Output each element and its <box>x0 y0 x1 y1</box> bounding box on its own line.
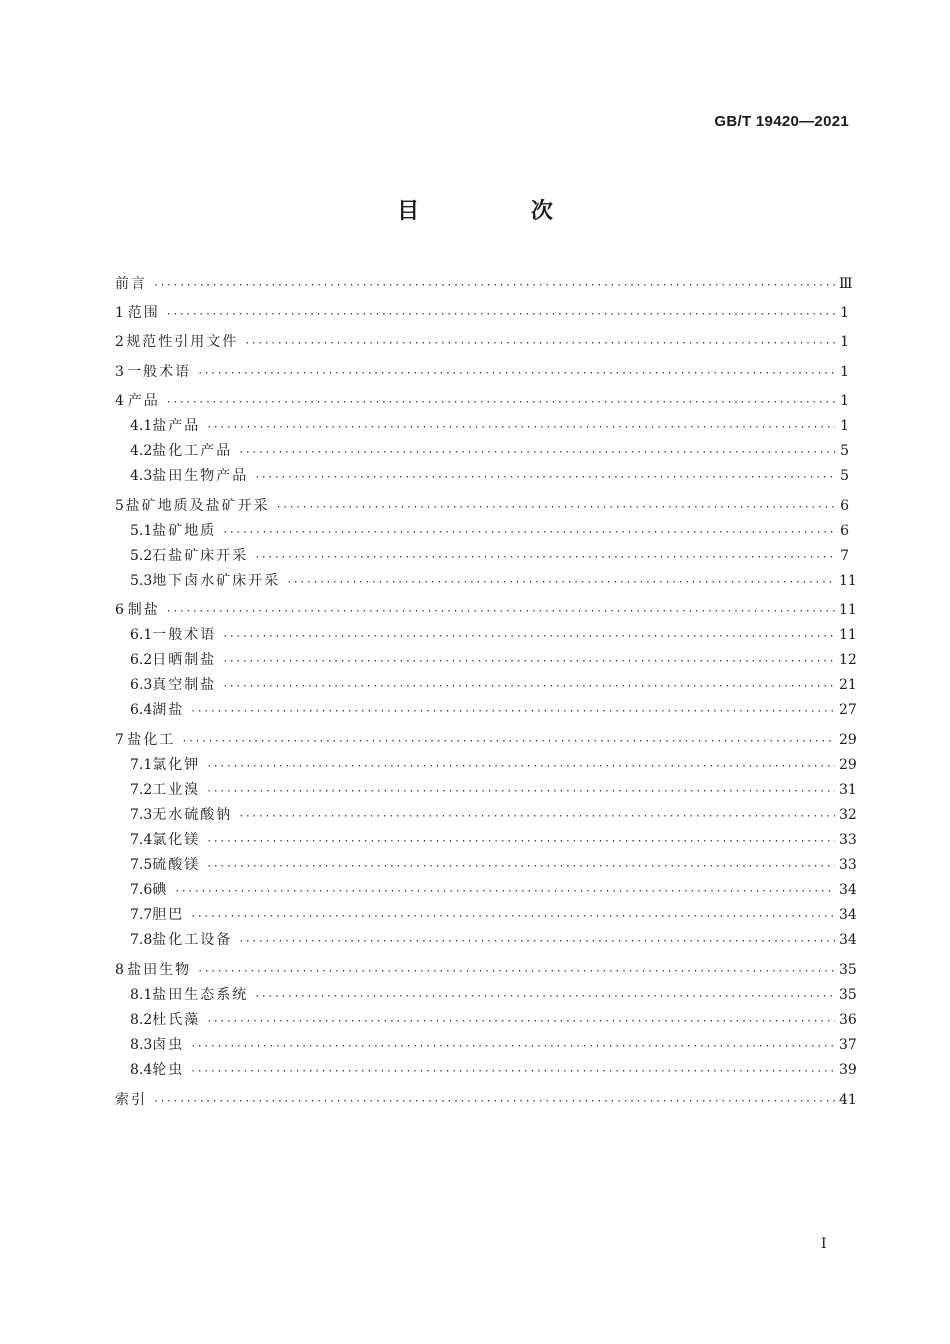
toc-leader-dots <box>222 627 835 647</box>
toc-entry[interactable] <box>115 496 849 516</box>
toc-entry-number: 6.3 <box>130 677 153 693</box>
toc-leader-dots <box>206 832 835 852</box>
toc-entry-title: 胆巴 <box>152 907 185 923</box>
toc-leader-dots <box>222 677 835 697</box>
toc-entry-page: 35 <box>839 962 857 978</box>
toc-entry[interactable] <box>130 880 857 900</box>
toc-entry-title: 盐田生物产品 <box>152 468 249 484</box>
toc-entry-number: 7.5 <box>130 857 153 873</box>
toc-entry-number: 4 <box>115 393 124 409</box>
toc-leader-dots <box>238 443 835 463</box>
toc-entry-page: 34 <box>839 907 857 923</box>
toc-entry-number: 8.4 <box>130 1062 153 1078</box>
toc-entry-number: 7.4 <box>130 832 153 848</box>
toc-entry[interactable] <box>130 1035 857 1055</box>
toc-entry-number: 1 <box>115 305 124 321</box>
toc-leader-dots <box>206 757 835 777</box>
toc-entry-title: 真空制盐 <box>152 677 217 693</box>
toc-leader-dots <box>166 305 835 325</box>
toc-leader-dots <box>206 782 835 802</box>
toc-entry[interactable] <box>130 985 857 1005</box>
toc-entry[interactable] <box>115 332 849 352</box>
toc-entry-page: 1 <box>840 305 849 321</box>
toc-entry[interactable] <box>130 521 849 541</box>
toc-entry[interactable] <box>130 755 857 775</box>
toc-entry[interactable] <box>130 1010 857 1030</box>
toc-entry-title: 地下卤水矿床开采 <box>152 573 281 589</box>
toc-leader-dots <box>153 1092 835 1112</box>
toc-entry-page: 1 <box>840 393 849 409</box>
toc-entry-title: 盐矿地质及盐矿开采 <box>125 498 270 514</box>
toc-leader-dots <box>286 573 835 593</box>
toc-entry-page: 1 <box>840 364 849 380</box>
page-number: Ⅰ <box>821 1236 827 1252</box>
toc-entry-title: 盐化工产品 <box>152 443 233 459</box>
toc-entry-page: 7 <box>840 548 849 564</box>
toc-leader-dots <box>222 523 835 543</box>
toc-entry-number: 2 <box>115 334 124 350</box>
toc-entry-number: 8.3 <box>130 1037 153 1053</box>
toc-entry-page: 34 <box>839 882 857 898</box>
toc-entry-page: Ⅲ <box>839 276 853 292</box>
toc-entry-page: 33 <box>839 832 857 848</box>
toc-entry-page: 11 <box>839 602 857 618</box>
toc-leader-dots <box>153 276 835 296</box>
toc-leader-dots <box>238 932 835 952</box>
toc-entry-page: 1 <box>840 418 849 434</box>
toc-entry[interactable] <box>130 675 857 695</box>
toc-entry[interactable] <box>115 600 857 620</box>
toc-entry[interactable] <box>130 650 857 670</box>
toc-entry[interactable] <box>130 830 857 850</box>
toc-entry-page: 5 <box>840 468 849 484</box>
toc-entry-number: 7.7 <box>130 907 153 923</box>
toc-entry-number: 3 <box>115 364 124 380</box>
toc-entry-page: 11 <box>839 573 857 589</box>
toc-leader-dots <box>166 393 835 413</box>
toc-leader-dots <box>197 962 835 982</box>
toc-leader-dots <box>166 602 835 622</box>
toc-entry-page: 35 <box>839 987 857 1003</box>
toc-entry-number: 4.3 <box>130 468 153 484</box>
toc-leader-dots <box>181 732 835 752</box>
toc-entry-number: 8 <box>115 962 124 978</box>
toc-leader-dots <box>206 1012 835 1032</box>
toc-entry[interactable] <box>130 441 849 461</box>
toc-entry[interactable] <box>130 905 857 925</box>
toc-entry-title: 制盐 <box>127 602 160 618</box>
toc-entry-page: 6 <box>840 523 849 539</box>
toc-entry-title: 前言 <box>115 276 147 292</box>
toc-entry[interactable] <box>130 930 857 950</box>
toc-entry[interactable] <box>115 960 857 980</box>
toc-entry-number: 5.3 <box>130 573 153 589</box>
toc-leader-dots <box>238 807 835 827</box>
toc-entry-title: 盐化工设备 <box>152 932 233 948</box>
toc-entry-page: 29 <box>839 732 857 748</box>
toc-entry[interactable] <box>115 391 849 411</box>
toc-entry-page: 37 <box>839 1037 857 1053</box>
toc-entry-number: 8.1 <box>130 987 153 1003</box>
toc-entry-page: 31 <box>839 782 857 798</box>
toc-entry-page: 12 <box>839 652 857 668</box>
toc-entry[interactable] <box>130 571 857 591</box>
toc-entry[interactable] <box>130 855 857 875</box>
toc-leader-dots <box>174 882 835 902</box>
toc-entry-number: 6.2 <box>130 652 153 668</box>
toc-entry-title: 工业溴 <box>152 782 201 798</box>
toc-entry-title: 氯化钾 <box>152 757 201 773</box>
toc-entry-page: 11 <box>839 627 857 643</box>
toc-entry-title: 索引 <box>115 1092 147 1108</box>
toc-leader-dots <box>206 418 835 438</box>
toc-leader-dots <box>254 987 835 1007</box>
toc-entry-title: 轮虫 <box>152 1062 185 1078</box>
page-title: 目 次 <box>397 199 605 224</box>
toc-leader-dots <box>190 702 835 722</box>
toc-entry[interactable] <box>130 546 849 566</box>
toc-entry-title: 盐田生物 <box>127 962 192 978</box>
toc-entry-title: 无水硫酸钠 <box>152 807 233 823</box>
toc-entry-title: 范围 <box>127 305 160 321</box>
toc-leader-dots <box>206 857 835 877</box>
toc-entry-number: 7.6 <box>130 882 153 898</box>
toc-entry-title: 石盐矿床开采 <box>152 548 249 564</box>
toc-entry-title: 湖盐 <box>152 702 185 718</box>
standard-code: GB/T 19420—2021 <box>714 113 849 130</box>
toc-entry[interactable] <box>115 1090 857 1110</box>
toc-entry-page: 27 <box>839 702 857 718</box>
toc-entry-number: 7.8 <box>130 932 153 948</box>
toc-entry-title: 盐田生态系统 <box>152 987 249 1003</box>
toc-entry-page: 41 <box>839 1092 857 1108</box>
toc-entry-number: 5.2 <box>130 548 153 564</box>
toc-entry-title: 一般术语 <box>127 364 192 380</box>
toc-entry[interactable] <box>130 625 857 645</box>
toc-entry-page: 29 <box>839 757 857 773</box>
toc-entry-page: 21 <box>839 677 857 693</box>
toc-entry-page: 5 <box>840 443 849 459</box>
toc-entry[interactable] <box>130 700 857 720</box>
toc-entry[interactable] <box>130 466 849 486</box>
toc-leader-dots <box>254 468 835 488</box>
toc-entry-number: 7 <box>115 732 124 748</box>
toc-entry-page: 33 <box>839 857 857 873</box>
toc-entry[interactable] <box>130 416 849 436</box>
toc-entry-title: 产品 <box>127 393 160 409</box>
toc-entry[interactable] <box>115 274 853 294</box>
toc-entry-title: 卤虫 <box>152 1037 185 1053</box>
toc-entry-number: 7.3 <box>130 807 153 823</box>
toc-entry-title: 杜氏藻 <box>152 1012 201 1028</box>
toc-entry-number: 4.1 <box>130 418 153 434</box>
toc-entry[interactable] <box>130 780 857 800</box>
toc-entry-title: 氯化镁 <box>152 832 201 848</box>
toc-entry-title: 规范性引用文件 <box>126 334 239 350</box>
toc-entry-number: 6 <box>115 602 124 618</box>
toc-entry-number: 7.2 <box>130 782 153 798</box>
toc-entry-page: 39 <box>839 1062 857 1078</box>
toc-entry-page: 32 <box>839 807 857 823</box>
toc-entry[interactable] <box>130 805 857 825</box>
toc-entry-page: 6 <box>840 498 849 514</box>
toc-entry[interactable] <box>115 303 849 323</box>
toc-entry[interactable] <box>130 1060 857 1080</box>
toc-entry-title: 碘 <box>152 882 169 898</box>
toc-leader-dots <box>190 907 835 927</box>
toc-entry-page: 1 <box>840 334 849 350</box>
toc-entry-title: 一般术语 <box>152 627 217 643</box>
toc-entry-page: 34 <box>839 932 857 948</box>
toc-leader-dots <box>276 498 835 518</box>
toc-entry-number: 7.1 <box>130 757 153 773</box>
toc-leader-dots <box>190 1037 835 1057</box>
toc-entry-number: 5 <box>115 498 124 514</box>
toc-entry-title: 盐产品 <box>152 418 201 434</box>
toc-leader-dots <box>254 548 835 568</box>
toc-leader-dots <box>222 652 835 672</box>
toc-entry-number: 6.4 <box>130 702 153 718</box>
toc-entry-title: 日晒制盐 <box>152 652 217 668</box>
toc-entry-title: 盐化工 <box>127 732 176 748</box>
toc-entry-title: 盐矿地质 <box>152 523 217 539</box>
toc-entry[interactable] <box>115 362 849 382</box>
toc-leader-dots <box>197 364 835 384</box>
toc-entry-number: 6.1 <box>130 627 153 643</box>
toc-entry-page: 36 <box>839 1012 857 1028</box>
toc-entry-number: 4.2 <box>130 443 153 459</box>
toc-leader-dots <box>244 334 835 354</box>
toc-entry[interactable] <box>115 730 857 750</box>
toc-entry-title: 硫酸镁 <box>152 857 201 873</box>
toc-entry-number: 5.1 <box>130 523 153 539</box>
toc-entry-number: 8.2 <box>130 1012 153 1028</box>
toc-leader-dots <box>190 1062 835 1082</box>
